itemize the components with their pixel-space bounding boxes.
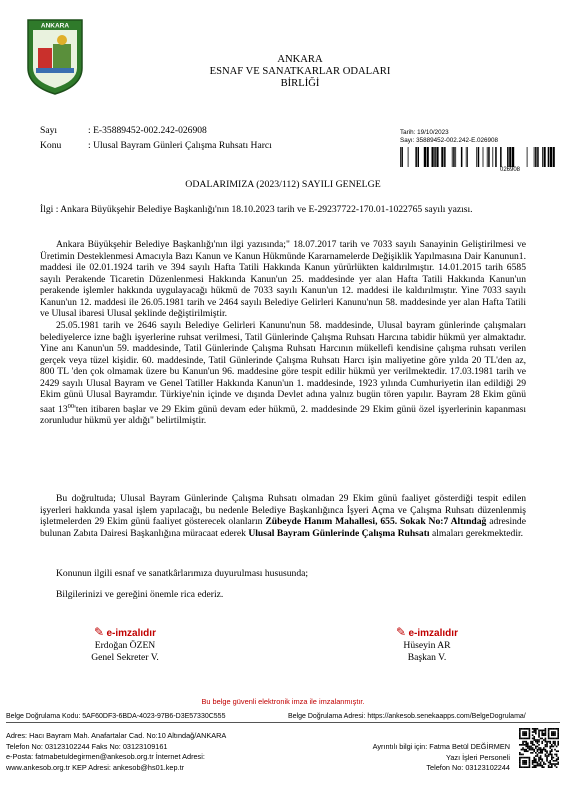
paragraph-2-text-a: 25.05.1981 tarih ve 2646 sayılı Belediye Gelirleri Kanunu'nun 58. maddesinde, Ulusal bayram günlerinde çalışmaları belediyelerce izne bağlı işyerlerine ruhsat verilmesi, Tatil Günlerinde Çalışma Ruhsatı Harcına tabidir hükmü yer almaktadır. Yine anı Kanun'un 59. maddesinde, Tatil Günlerinde Çalışma Ruhsatı Harcının mükellefi kendisine çalışma ruhsatı verilen gerçek veya tüzel kişidir. 60. maddesinde, Tatil Günlerinde Çalışma Ruhsatı Harcı işin maliyetine göre yılda 20 TL'den az, 800 TL 'den çok olmamak üzere bu Kanun'un 96. maddesine göre tespit edilir hükmü yer verilmektedir. 17.03.1981 tarih ve 2429 sayılı Ulusal Bayram ve Genel Tatiller Hakkında Kanun'un 1. maddesinde, 1923 yılında Cumhuriyetin ilan edildiği 29 Ekim günü Ulusal Bayramdır. Türkiye'nin içinde ve dışında Devlet adına yalnız bugün tören yapılır. Bayram 28 Ekim günü saat 13 — [40, 320, 526, 415]
paragraph-1-text: Ankara Büyükşehir Belediye Başkanlığı'nın ilgi yazısında;" 18.07.2017 tarih ve 7033 sayılı Sanayinin Geliştirilmesi ve Üretimin Desteklenmesi Amacıyla Bazı Kanun ve Kanun Hükmünde Kararnamelerde Değişiklik Yapılmasına Dair Kanunun1. maddesi ile 02.01.1924 tarih ve 394 sayılı Hafta Tatili Hakkında Kanun yürürlükten kaldırılmıştır. 14.01.2015 tarih 6585 sayılı Perakende Ticaretin Düzenlenmesi Hakkında Kanun'un 25. maddesinde yer alan Hafta Tatili Hakkında Kanun'un perakende işlemler hakkında uygulayacağı hükmü de 7033 sayılı Kanun'un 12. maddesi ile kaldırılmıştır. Yine 7033 sayılı Kanun'un 12. maddesi ile 26.05.1981 tarih ve 2464 sayılı Belediye Gelirleri Kanunu'nun 58. maddesinde yer alan Hafta Tatili ve Ulusal ibaresi Ulusal şeklinde değiştirilmiştir. — [40, 239, 526, 319]
stamp-date: Tarih: 19/10/2023 — [400, 129, 449, 136]
barcode — [400, 147, 555, 167]
contact-phone: Telefon No: 03123102244 — [426, 763, 510, 772]
paragraph-2-text-b: 'ten itibaren başlar ve 29 Ekim günü devam eder hükmü, 2. maddesinde 29 Ekim günü özel işyerlerinin kapanması zorunludur hükmü yer aldığı" belirtilmiştir. — [40, 403, 526, 427]
footer-phone: Telefon No: 03123102244 Faks No: 03123109161 — [6, 741, 168, 751]
e-signature-label: e-imzalıdır — [106, 628, 156, 639]
contact-person: Ayrıntılı bilgi için: Fatma Betül DEĞİRMEN — [372, 742, 510, 751]
ankara-esob-logo — [24, 18, 86, 96]
footer-web[interactable]: www.ankesob.org.tr KEP Adresi: ankesob@hs01.kep.tr — [6, 762, 185, 772]
paragraph-4 — [40, 568, 526, 580]
paragraph-3-text-a: Bu doğrultuda; Ulusal Bayram Günlerinde Çalışma Ruhsatı olmadan 29 Ekim günü faaliyet gösterdiği tespit edilen işyerleri hakkında yasal işlem yapılacağı, bu nedenle Belediye Başkanlığınca İşyeri Açma ve Çalışma Ruhsatı düzenlenmiş işletmelerden 29 Ekim günü faaliyet gösterecek olanların — [40, 493, 526, 527]
signer-title: Genel Sekreter V. — [91, 652, 159, 663]
footer-address: Adres: Hacı Bayram Mah. Anafartalar Cad. No:10 Altındağ/ANKARA — [6, 731, 227, 740]
superscript-00: 00 — [67, 402, 75, 410]
org-name-line2: ESNAF VE SANATKARLAR ODALARI — [209, 66, 391, 77]
paragraph-5-text: Bilgilerinizi ve gereğini önemle rica ederiz. — [56, 589, 224, 600]
paragraph-4-text: Konunun ilgili esnaf ve sanatkârlarımıza duyurulması hususunda; — [56, 568, 309, 579]
org-name-line1: ANKARA — [277, 54, 323, 65]
paragraph-5 — [40, 589, 526, 601]
konu-value: : Ulusal Bayram Günleri Çalışma Ruhsatı Harcı — [88, 140, 272, 151]
signer-name: Erdoğan ÖZEN — [94, 640, 156, 651]
zabita-address: Zübeyde Hanım Mahallesi, 655. Sokak No:7 Altındağ — [265, 516, 487, 527]
footer-divider — [6, 722, 560, 723]
e-signature-notice: Bu belge güvenli elektronik imza ile imzalanmıştır. — [201, 697, 365, 706]
contact-title: Yazı İşleri Personeli — [446, 752, 510, 762]
stamp-number: Sayı: 35889452-002.242-E.026908 — [400, 137, 499, 144]
konu-label: Konu — [40, 140, 62, 151]
signer-name: Hüseyin AR — [403, 640, 451, 651]
e-signature-label: e-imzalıdır — [408, 628, 458, 639]
signature-right — [372, 626, 482, 664]
paragraph-3 — [40, 493, 526, 539]
footer-info-person — [320, 742, 510, 774]
footer-contact — [6, 731, 226, 773]
paragraph-3-text-b: adresinde bulunan Zabıta Dairesi Başkanlığına müracaat ederek — [40, 516, 526, 539]
paragraph-3-text-c: almaları gerekmektedir. — [429, 527, 524, 539]
signature-left — [70, 626, 180, 664]
paragraph-1 — [40, 239, 526, 320]
verification-code: Belge Doğrulama Kodu: 5AF60DF3-6BDA-4023-97B6-D3E57330C555 — [6, 713, 226, 720]
signer-title: Başkan V. — [407, 652, 447, 663]
sayi-value: : E-35889452-002.242-026908 — [88, 125, 207, 136]
pen-icon: ✎ — [396, 625, 407, 639]
paragraph-2 — [40, 320, 526, 427]
sayi-label: Sayı — [40, 125, 58, 136]
barcode-number: 026908 — [500, 167, 521, 173]
ilgi-reference: İlgi : Ankara Büyükşehir Belediye Başkanlığı'nın 18.10.2023 tarih ve E-29237722-170.01-1022765 sayılı yazısı. — [40, 204, 473, 215]
circular-heading: ODALARIMIZA (2023/112) SAYILI GENELGE — [185, 179, 381, 190]
document-stamp — [400, 129, 498, 145]
pen-icon: ✎ — [94, 625, 105, 639]
qr-code — [519, 728, 559, 768]
footer-email[interactable]: e-Posta: fatmabetuldegirmen@ankesob.org.tr İnternet Adresi: — [6, 752, 205, 761]
verification-address[interactable]: Belge Doğrulama Adresi: https://ankesob.senekaapps.com/BelgeDogrulama/ — [288, 713, 526, 720]
permit-name: Ulusal Bayram Günlerinde Çalışma Ruhsatı — [248, 527, 430, 539]
logo-text: ANKARA — [40, 22, 70, 30]
org-name-line3: BİRLİĞİ — [280, 78, 320, 89]
